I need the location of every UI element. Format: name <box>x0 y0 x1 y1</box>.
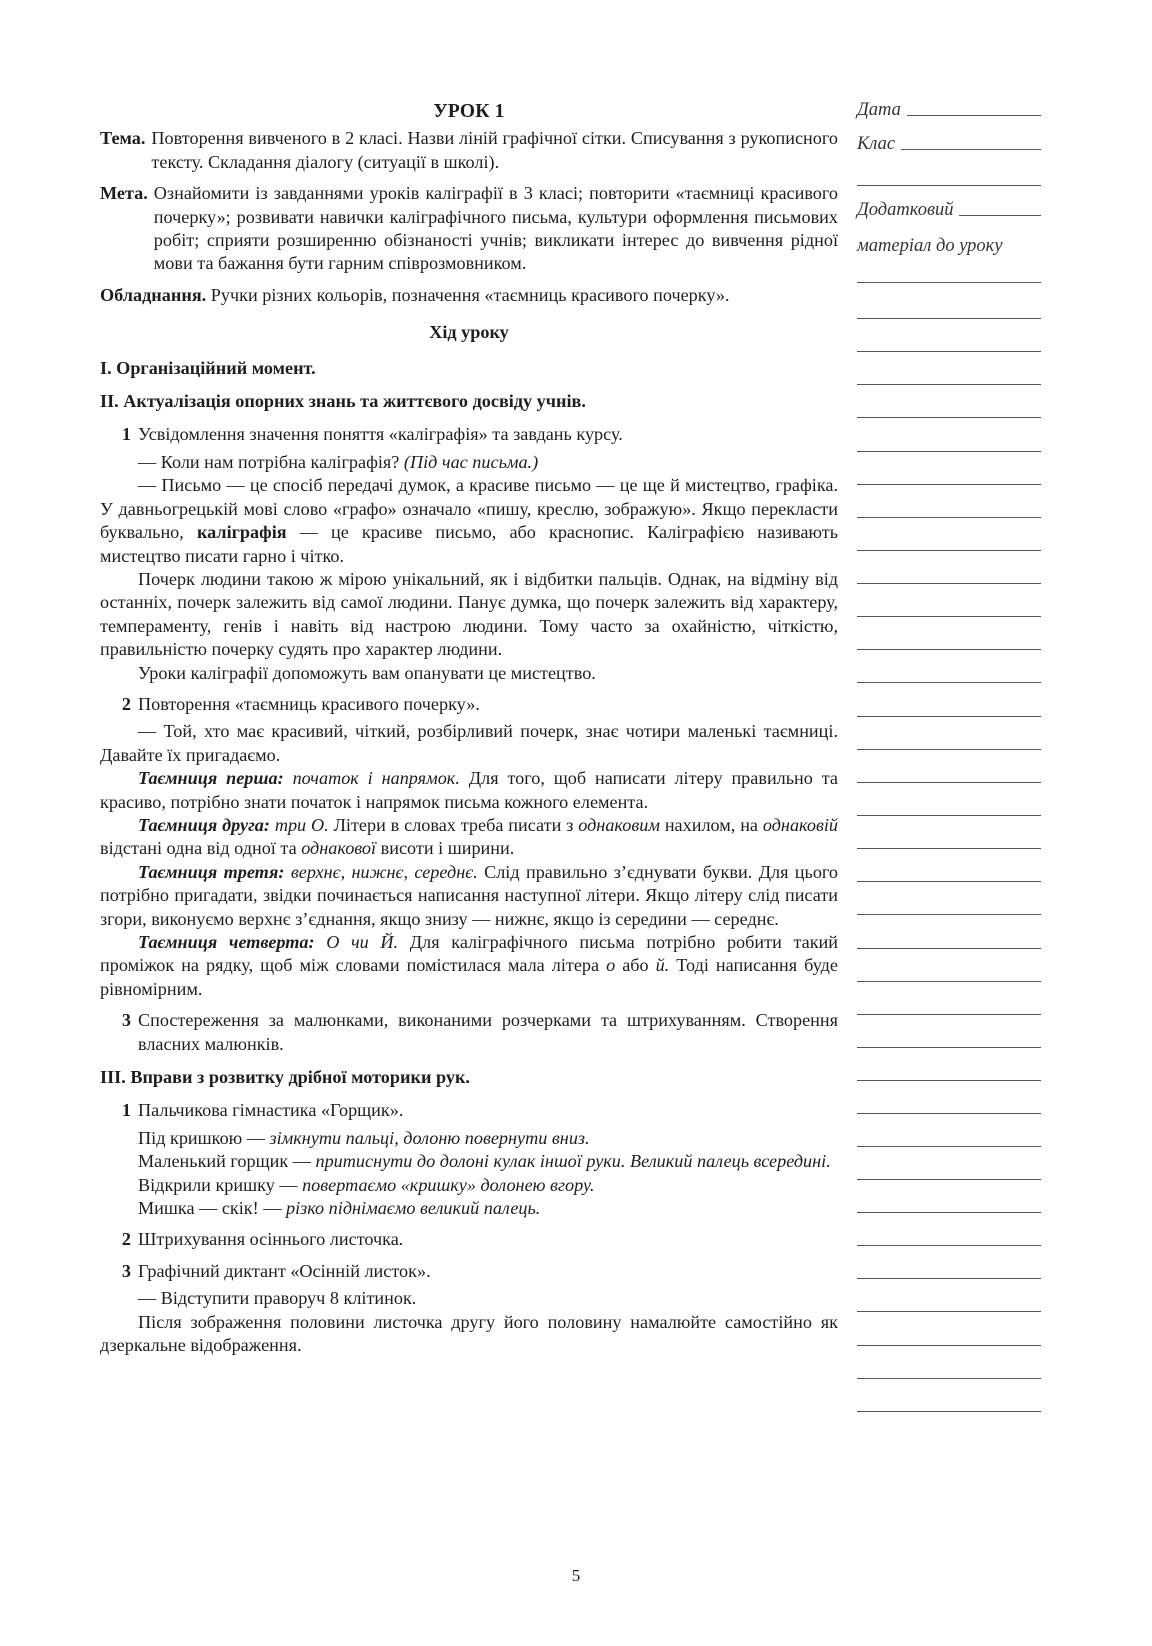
margin-line[interactable] <box>857 1345 1041 1346</box>
margin-line[interactable] <box>857 815 1041 816</box>
lesson-content <box>100 100 838 1358</box>
item-number: 3 <box>121 1260 131 1281</box>
action-text: різко піднімаємо великий палець. <box>285 1198 541 1219</box>
margin-line[interactable] <box>857 318 1041 319</box>
text-span: Літери в словах треба писати з <box>333 814 574 835</box>
margin-line[interactable] <box>857 1080 1041 1081</box>
margin-line[interactable] <box>857 1113 1041 1114</box>
action-text: повертаємо «кришку» долонею вгору. <box>302 1174 595 1195</box>
margin-line[interactable] <box>857 881 1041 882</box>
margin-line[interactable] <box>857 550 1041 551</box>
secret-4-paragraph <box>100 931 838 1001</box>
margin-line[interactable] <box>857 1245 1041 1246</box>
text-span: або <box>622 955 649 976</box>
section-3-heading: III. Вправи з розвитку дрібної моторики рук. <box>100 1067 470 1088</box>
item-text: Штрихування осіннього листочка. <box>138 1229 404 1250</box>
margin-line[interactable] <box>857 451 1041 452</box>
extra-material-label-2: матеріал до уроку <box>857 236 1003 256</box>
dictation-note: Після зображення половини листочка другу його половину намалюйте самостійно як дзеркальне відображення. <box>100 1311 838 1356</box>
margin-line[interactable] <box>857 948 1041 949</box>
extra-material-field <box>857 200 1041 221</box>
date-line[interactable] <box>907 114 1041 116</box>
item-number: 2 <box>121 1229 131 1250</box>
margin-line[interactable] <box>857 1311 1041 1312</box>
question-text: — Коли нам потрібна каліграфія? <box>138 451 400 472</box>
text-span: Мишка — скік! — <box>138 1198 282 1219</box>
text-span: висоти і ширини. <box>380 838 515 859</box>
emphasis: однаковим <box>578 814 660 835</box>
extra-material-line[interactable] <box>959 214 1041 216</box>
text-span: Для каліграфічного письма потрібно робити такий проміжок на рядку, щоб між словами помістилася мала літера <box>100 932 839 976</box>
margin-line[interactable] <box>857 782 1041 783</box>
text-span: нахилом, на <box>664 814 758 835</box>
margin-line[interactable] <box>857 914 1041 915</box>
secret-label: Таємниця друга: <box>138 814 270 835</box>
margin-line[interactable] <box>857 384 1041 385</box>
class-line[interactable] <box>901 148 1041 150</box>
secrets-intro-paragraph: — Той, хто має красивий, чіткий, розбірливий почерк, знає чотири маленькі таємниці. Давайте їх пригадаємо. <box>100 721 838 765</box>
secret-label: Таємниця третя: <box>138 861 285 882</box>
secret-1-paragraph <box>100 767 838 814</box>
bold-term: каліграфія <box>196 522 287 543</box>
action-text: притиснути до долоні кулак іншої руки. Великий палець всередині. <box>315 1151 831 1172</box>
secret-2-paragraph <box>100 814 838 861</box>
margin-line[interactable] <box>857 1411 1041 1412</box>
dictation-step: — Відступити праворуч 8 клітинок. <box>138 1288 417 1309</box>
secret-text: Слід правильно з’єднувати букви. Для цього потрібно пригадати, звідки починається написання наступної літери. Якщо літеру слід писати згори, виконуємо верхнє з’єднання, якщо знизу — нижнє, якщо із середини — середнє. <box>100 861 839 929</box>
text-span: Під кришкою — <box>138 1127 265 1148</box>
text-span: Маленький горщик — <box>138 1151 311 1172</box>
section-2-item-2 <box>100 693 838 716</box>
question-paragraph <box>100 451 838 474</box>
extra-material-label: Додатковий <box>857 200 954 220</box>
section-3-item-2 <box>100 1228 838 1251</box>
page-number: 5 <box>571 1566 581 1585</box>
item-number: 1 <box>121 1100 131 1121</box>
gymnastics-line-4 <box>100 1197 838 1220</box>
margin-line[interactable] <box>857 1179 1041 1180</box>
margin-line[interactable] <box>857 649 1041 650</box>
goal-field <box>100 182 838 276</box>
lesson-title: УРОК 1 <box>433 101 505 122</box>
gymnastics-line-3 <box>100 1174 838 1197</box>
emphasis: однакової <box>301 838 377 859</box>
item-text: Усвідомлення значення поняття «каліграфія» та завдань курсу. <box>138 424 623 445</box>
section-2-item-1 <box>100 423 838 446</box>
emphasis: однаковій <box>762 814 838 835</box>
margin-line[interactable] <box>857 417 1041 418</box>
equipment-field <box>100 284 838 307</box>
item-number: 3 <box>121 1010 131 1031</box>
item-text: Повторення «таємниць красивого почерку». <box>138 693 480 714</box>
secret-key: три О. <box>274 814 329 835</box>
gymnastics-line-2 <box>100 1150 838 1173</box>
goal-label: Мета. <box>100 183 148 204</box>
topic-field <box>100 127 838 174</box>
lessons-paragraph: Уроки каліграфії допоможуть вам опанувати це мистецтво. <box>138 662 596 683</box>
class-field <box>857 134 1041 155</box>
item-text: Графічний диктант «Осінній листок». <box>138 1260 431 1281</box>
margin-line[interactable] <box>857 682 1041 683</box>
item-number: 1 <box>121 424 131 445</box>
equipment-label: Обладнання. <box>100 284 207 305</box>
text-span: — Письмо — це спосіб передачі думок, а красиве письмо — це ще й мистецтво, графіка. У давньогрецькій мові слово «графо» означало «пишу, креслю, зображую». Якщо перекласти буквально, <box>100 475 838 543</box>
margin-line[interactable] <box>857 1212 1041 1213</box>
item-text: Пальчикова гімнастика «Горщик». <box>138 1100 404 1121</box>
margin-line[interactable] <box>857 185 1041 186</box>
margin-line[interactable] <box>857 282 1041 283</box>
topic-label: Тема. <box>100 128 146 149</box>
section-2-heading: II. Актуалізація опорних знань та життєвого досвіду учнів. <box>100 391 586 412</box>
text-span: Тоді написання буде рівномірним. <box>100 955 838 999</box>
section-2-item-3 <box>100 1009 838 1056</box>
margin-line[interactable] <box>857 981 1041 982</box>
secret-label: Таємниця перша: <box>138 768 284 789</box>
margin-line[interactable] <box>857 716 1041 717</box>
secret-key: О чи Й. <box>326 932 399 952</box>
action-text: зімкнути пальці, долоню повернути вниз. <box>269 1127 590 1148</box>
handwriting-paragraph: Почерк людини такою ж мірою унікальний, як і відбитки пальців. Однак, на відміну від останніх, почерк залежить від самої людини. Панує думка, що почерк залежить від характеру, темпераменту, генів і навіть від настрою людини. Тому часто за охайністю, чіткістю, правильністю почерку судять про характер людини. <box>100 568 838 660</box>
text-span: — це красиве письмо, або краснопис. Каліграфією називають мистецтво писати гарно і чітко. <box>100 522 839 566</box>
goal-text: Ознайомити із завданнями уроків каліграфії в 3 класі; повторити «таємниці красивого почерку»; розвивати навички каліграфічного письма, культури оформлення письмових робіт; сприяти розширенню обізнаності учнів; викликати інтерес до вивчення рідної мови та бажання бути гарним співрозмовником. <box>153 183 838 274</box>
text-span: Відкрили кришку — <box>138 1174 298 1195</box>
margin-line[interactable] <box>857 583 1041 584</box>
secret-key: верхнє, нижнє, середнє. <box>290 861 478 882</box>
question-answer: (Під час письма.) <box>403 451 539 472</box>
margin-line[interactable] <box>857 1378 1041 1379</box>
section-3-item-1 <box>100 1099 838 1122</box>
secret-3-paragraph <box>100 861 838 931</box>
margin-line[interactable] <box>857 517 1041 518</box>
margin-line[interactable] <box>857 484 1041 485</box>
class-label: Клас <box>857 134 896 154</box>
emphasis: й. <box>655 955 670 976</box>
margin-line[interactable] <box>857 1014 1041 1015</box>
equipment-text: Ручки різних кольорів, позначення «таємниць красивого почерку». <box>210 284 730 305</box>
margin-line[interactable] <box>857 749 1041 750</box>
secret-text: Для того, щоб написати літеру правильно та красиво, потрібно знати початок і напрямок письма кожного елемента. <box>100 768 838 812</box>
section-1-heading: I. Організаційний момент. <box>100 357 316 378</box>
emphasis: о <box>606 955 616 976</box>
margin-line[interactable] <box>857 848 1041 849</box>
topic-text: Повторення вивченого в 2 класі. Назви ліній графічної сітки. Списування з рукописного тексту. Складання діалогу (ситуації в школі). <box>151 128 838 172</box>
text-span: відстані одна від одної та <box>100 838 297 859</box>
date-label: Дата <box>857 100 901 120</box>
secret-label: Таємниця четверта: <box>138 932 315 952</box>
item-text: Спостереження за малюнками, виконаними розчерками та штрихуванням. Створення власних малюнків. <box>138 1010 838 1054</box>
secret-key: початок і напрямок. <box>292 768 460 789</box>
margin-line[interactable] <box>857 616 1041 617</box>
gymnastics-line-1 <box>100 1127 838 1150</box>
course-heading: Хід уроку <box>429 322 509 343</box>
margin-line[interactable] <box>857 1146 1041 1147</box>
item-number: 2 <box>121 693 131 714</box>
margin-line[interactable] <box>857 1047 1041 1048</box>
margin-line[interactable] <box>857 351 1041 352</box>
section-3-item-3 <box>100 1260 838 1283</box>
date-field <box>857 100 1041 121</box>
calligraphy-definition-paragraph <box>100 474 838 568</box>
margin-line[interactable] <box>857 1278 1041 1279</box>
